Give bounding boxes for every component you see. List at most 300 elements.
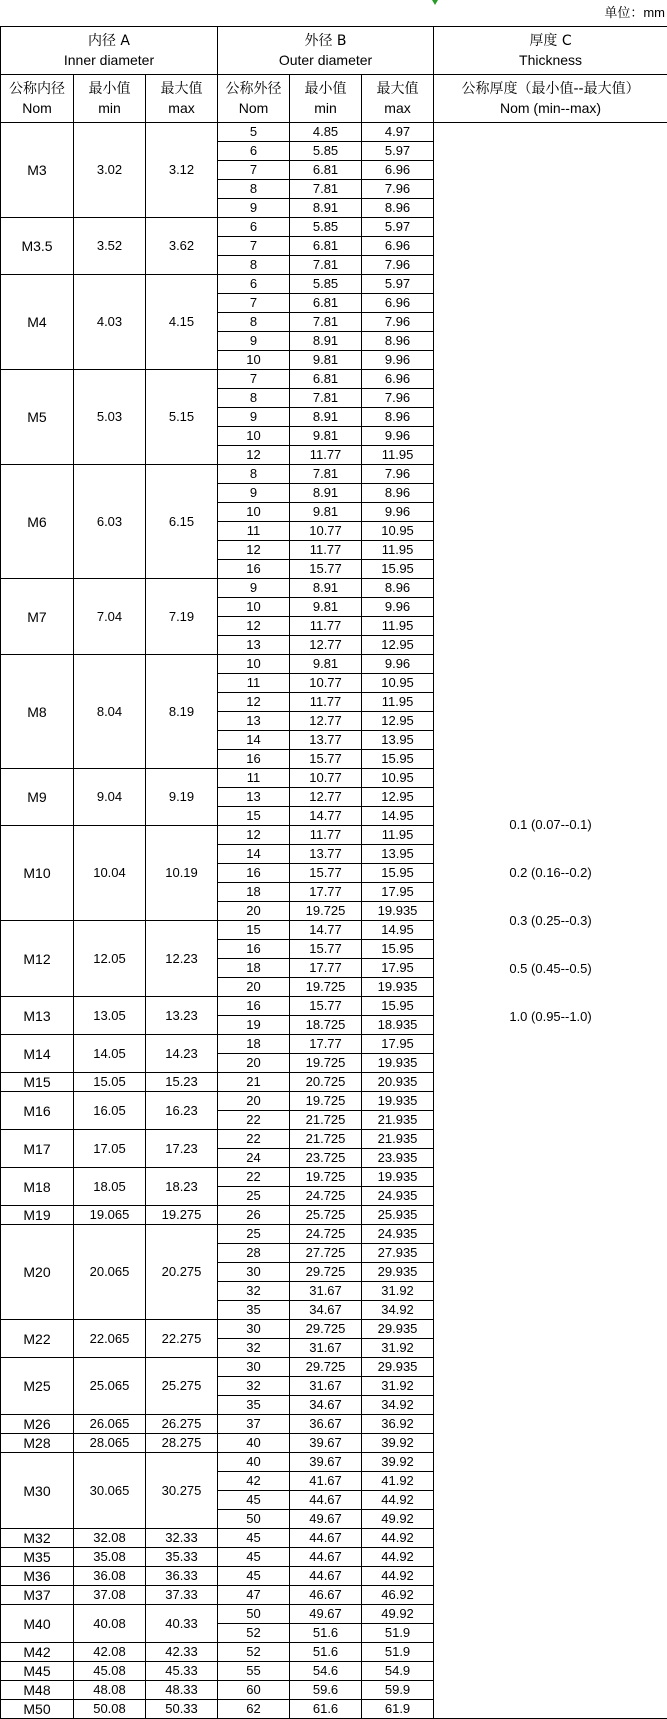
outer-min-cell: 19.725 — [290, 1092, 362, 1111]
outer-nom-cell: 8 — [218, 465, 290, 484]
outer-nom-cell: 10 — [218, 427, 290, 446]
inner-diameter-header — [1, 27, 218, 75]
outer-max-cell: 15.95 — [362, 997, 434, 1016]
thickness-values-cell — [434, 123, 667, 1719]
inner-max-cell: 25.275 — [146, 1358, 218, 1415]
thickness-value: 0.3 (0.25--0.3) — [509, 912, 592, 928]
outer-min-cell: 8.91 — [290, 484, 362, 503]
outer-max-cell: 24.935 — [362, 1225, 434, 1244]
thickness-value: 1.0 (0.95--1.0) — [509, 1008, 592, 1024]
inner-min-cell: 28.065 — [74, 1434, 146, 1453]
outer-min-cell: 9.81 — [290, 351, 362, 370]
outer-max-cell: 13.95 — [362, 731, 434, 750]
outer-max-cell: 7.96 — [362, 465, 434, 484]
outer-max-cell: 12.95 — [362, 712, 434, 731]
outer-max-cell: 4.97 — [362, 123, 434, 142]
outer-max-cell: 18.935 — [362, 1016, 434, 1035]
outer-min-cell: 39.67 — [290, 1453, 362, 1472]
inner-max-cell: 9.19 — [146, 769, 218, 826]
outer-max-cell: 31.92 — [362, 1377, 434, 1396]
inner-min-cell: 37.08 — [74, 1586, 146, 1605]
outer-nom-cell: 42 — [218, 1472, 290, 1491]
outer-max-cell: 19.935 — [362, 1092, 434, 1111]
inner-max-cell: 16.23 — [146, 1092, 218, 1130]
outer-nom-cell: 12 — [218, 826, 290, 845]
outer-max-cell: 17.95 — [362, 959, 434, 978]
outer-min-cell: 31.67 — [290, 1282, 362, 1301]
inner-nom-cell: M10 — [1, 826, 74, 921]
outer-max-cell: 7.96 — [362, 313, 434, 332]
outer-nom-cell: 50 — [218, 1510, 290, 1529]
outer-max-cell: 8.96 — [362, 332, 434, 351]
outer-max-cell: 11.95 — [362, 446, 434, 465]
header-text-zh: 外径 B — [304, 33, 347, 49]
outer-max-cell: 15.95 — [362, 560, 434, 579]
outer-max-cell: 10.95 — [362, 769, 434, 788]
outer-min-cell: 9.81 — [290, 427, 362, 446]
header-text-zh: 最小值 — [88, 81, 131, 97]
outer-nom-cell: 50 — [218, 1605, 290, 1624]
outer-nom-cell: 12 — [218, 617, 290, 636]
unit-label: 单位：mm — [604, 5, 665, 20]
outer-max-cell: 49.92 — [362, 1510, 434, 1529]
outer-max-cell: 21.935 — [362, 1130, 434, 1149]
inner-min-cell: 25.065 — [74, 1358, 146, 1415]
outer-min-cell: 29.725 — [290, 1320, 362, 1339]
outer-nom-cell: 7 — [218, 237, 290, 256]
outer-nom-cell: 18 — [218, 959, 290, 978]
outer-nom-cell: 10 — [218, 655, 290, 674]
outer-max-cell: 7.96 — [362, 389, 434, 408]
outer-nom-cell: 16 — [218, 750, 290, 769]
outer-nom-cell: 32 — [218, 1282, 290, 1301]
inner-min-cell: 35.08 — [74, 1548, 146, 1567]
outer-min-cell: 11.77 — [290, 617, 362, 636]
table-row — [1, 123, 667, 142]
outer-min-cell: 14.77 — [290, 807, 362, 826]
outer-min-cell: 7.81 — [290, 465, 362, 484]
inner-nom-cell: M35 — [1, 1548, 74, 1567]
outer-min-cell: 15.77 — [290, 750, 362, 769]
outer-max-cell: 8.96 — [362, 199, 434, 218]
table-body — [1, 27, 667, 1719]
outer-nom-cell: 37 — [218, 1415, 290, 1434]
outer-max-cell: 10.95 — [362, 674, 434, 693]
outer-min-header — [290, 75, 362, 123]
inner-nom-cell: M17 — [1, 1130, 74, 1168]
thickness-value: 0.1 (0.07--0.1) — [509, 816, 592, 832]
inner-max-cell: 12.23 — [146, 921, 218, 997]
outer-min-cell: 29.725 — [290, 1263, 362, 1282]
outer-min-cell: 7.81 — [290, 313, 362, 332]
inner-max-cell: 50.33 — [146, 1700, 218, 1719]
outer-min-cell: 8.91 — [290, 408, 362, 427]
outer-max-cell: 14.95 — [362, 807, 434, 826]
inner-nom-cell: M26 — [1, 1415, 74, 1434]
outer-max-cell: 19.935 — [362, 978, 434, 997]
outer-nom-cell: 45 — [218, 1491, 290, 1510]
outer-min-cell: 6.81 — [290, 370, 362, 389]
outer-nom-cell: 7 — [218, 370, 290, 389]
outer-nom-cell: 26 — [218, 1206, 290, 1225]
inner-max-header — [146, 75, 218, 123]
inner-min-cell: 12.05 — [74, 921, 146, 997]
outer-nom-cell: 55 — [218, 1662, 290, 1681]
outer-max-cell: 59.9 — [362, 1681, 434, 1700]
outer-min-cell: 11.77 — [290, 541, 362, 560]
outer-min-cell: 9.81 — [290, 598, 362, 617]
inner-max-cell: 13.23 — [146, 997, 218, 1035]
inner-nom-cell: M7 — [1, 579, 74, 655]
outer-nom-cell: 40 — [218, 1434, 290, 1453]
outer-max-cell: 9.96 — [362, 503, 434, 522]
outer-min-cell: 10.77 — [290, 769, 362, 788]
outer-max-header — [362, 75, 434, 123]
inner-max-cell: 32.33 — [146, 1529, 218, 1548]
header-text-en: Nom (min--max) — [499, 100, 602, 116]
outer-min-cell: 24.725 — [290, 1187, 362, 1206]
outer-min-cell: 11.77 — [290, 826, 362, 845]
outer-nom-cell: 28 — [218, 1244, 290, 1263]
outer-nom-cell: 32 — [218, 1377, 290, 1396]
outer-max-cell: 31.92 — [362, 1339, 434, 1358]
inner-max-cell: 5.15 — [146, 370, 218, 465]
outer-nom-cell: 52 — [218, 1624, 290, 1643]
outer-max-cell: 7.96 — [362, 256, 434, 275]
outer-nom-cell: 19 — [218, 1016, 290, 1035]
outer-min-cell: 11.77 — [290, 693, 362, 712]
outer-max-cell: 44.92 — [362, 1548, 434, 1567]
outer-min-cell: 31.67 — [290, 1377, 362, 1396]
outer-nom-cell: 6 — [218, 218, 290, 237]
inner-max-cell: 3.12 — [146, 123, 218, 218]
outer-nom-cell: 12 — [218, 541, 290, 560]
outer-max-cell: 29.935 — [362, 1320, 434, 1339]
outer-min-cell: 20.725 — [290, 1073, 362, 1092]
outer-nom-cell: 40 — [218, 1453, 290, 1472]
outer-nom-cell: 9 — [218, 408, 290, 427]
outer-min-cell: 7.81 — [290, 389, 362, 408]
outer-nom-cell: 22 — [218, 1168, 290, 1187]
outer-max-cell: 17.95 — [362, 883, 434, 902]
outer-max-cell: 15.95 — [362, 864, 434, 883]
inner-min-cell: 13.05 — [74, 997, 146, 1035]
inner-nom-cell: M5 — [1, 370, 74, 465]
outer-nom-cell: 11 — [218, 769, 290, 788]
inner-min-cell: 20.065 — [74, 1225, 146, 1320]
outer-min-cell: 17.77 — [290, 883, 362, 902]
outer-nom-cell: 11 — [218, 522, 290, 541]
outer-max-cell: 11.95 — [362, 541, 434, 560]
inner-max-cell: 26.275 — [146, 1415, 218, 1434]
outer-nom-cell: 6 — [218, 142, 290, 161]
outer-nom-cell: 45 — [218, 1529, 290, 1548]
outer-nom-cell: 52 — [218, 1643, 290, 1662]
outer-min-cell: 19.725 — [290, 902, 362, 921]
inner-min-cell: 18.05 — [74, 1168, 146, 1206]
outer-nom-cell: 14 — [218, 731, 290, 750]
header-text-zh: 公称内径 — [9, 81, 65, 97]
outer-nom-cell: 21 — [218, 1073, 290, 1092]
outer-max-cell: 12.95 — [362, 636, 434, 655]
outer-min-cell: 15.77 — [290, 560, 362, 579]
outer-min-cell: 51.6 — [290, 1624, 362, 1643]
outer-nom-cell: 10 — [218, 503, 290, 522]
outer-nom-cell: 10 — [218, 598, 290, 617]
outer-min-cell: 36.67 — [290, 1415, 362, 1434]
outer-min-cell: 27.725 — [290, 1244, 362, 1263]
outer-min-cell: 49.67 — [290, 1605, 362, 1624]
outer-min-cell: 17.77 — [290, 959, 362, 978]
outer-min-cell: 25.725 — [290, 1206, 362, 1225]
outer-max-cell: 29.935 — [362, 1263, 434, 1282]
outer-min-cell: 10.77 — [290, 522, 362, 541]
thickness-header — [434, 27, 667, 75]
inner-nom-cell: M42 — [1, 1643, 74, 1662]
inner-nom-cell: M50 — [1, 1700, 74, 1719]
outer-min-cell: 44.67 — [290, 1548, 362, 1567]
outer-nom-cell: 20 — [218, 1092, 290, 1111]
inner-min-cell: 40.08 — [74, 1605, 146, 1643]
outer-min-cell: 19.725 — [290, 978, 362, 997]
inner-max-cell: 18.23 — [146, 1168, 218, 1206]
outer-max-cell: 8.96 — [362, 484, 434, 503]
outer-min-cell: 31.67 — [290, 1339, 362, 1358]
header-text-zh: 公称外径 — [225, 81, 282, 97]
outer-nom-cell: 9 — [218, 199, 290, 218]
outer-max-cell: 7.96 — [362, 180, 434, 199]
outer-max-cell: 8.96 — [362, 579, 434, 598]
outer-max-cell: 25.935 — [362, 1206, 434, 1225]
outer-nom-cell: 8 — [218, 256, 290, 275]
outer-min-cell: 6.81 — [290, 161, 362, 180]
inner-nom-cell: M3 — [1, 123, 74, 218]
inner-max-cell: 28.275 — [146, 1434, 218, 1453]
outer-nom-cell: 12 — [218, 693, 290, 712]
outer-max-cell: 11.95 — [362, 617, 434, 636]
outer-diameter-header — [218, 27, 434, 75]
outer-nom-cell: 9 — [218, 579, 290, 598]
outer-min-cell: 5.85 — [290, 275, 362, 294]
inner-max-cell: 37.33 — [146, 1586, 218, 1605]
outer-min-cell: 15.77 — [290, 864, 362, 883]
outer-nom-cell: 62 — [218, 1700, 290, 1719]
outer-nom-cell: 8 — [218, 313, 290, 332]
outer-min-cell: 6.81 — [290, 237, 362, 256]
outer-max-cell: 14.95 — [362, 921, 434, 940]
inner-max-cell: 19.275 — [146, 1206, 218, 1225]
outer-min-cell: 34.67 — [290, 1301, 362, 1320]
outer-max-cell: 46.92 — [362, 1586, 434, 1605]
outer-max-cell: 39.92 — [362, 1453, 434, 1472]
outer-max-cell: 44.92 — [362, 1529, 434, 1548]
outer-min-cell: 12.77 — [290, 712, 362, 731]
outer-nom-cell: 6 — [218, 275, 290, 294]
outer-max-cell: 15.95 — [362, 940, 434, 959]
outer-min-cell: 17.77 — [290, 1035, 362, 1054]
inner-min-cell: 19.065 — [74, 1206, 146, 1225]
header-text-zh: 最大值 — [376, 81, 419, 97]
header-text-zh: 厚度 C — [529, 33, 572, 49]
header-row-group — [1, 27, 667, 75]
inner-max-cell: 20.275 — [146, 1225, 218, 1320]
outer-max-cell: 21.935 — [362, 1111, 434, 1130]
outer-max-cell: 41.92 — [362, 1472, 434, 1491]
outer-max-cell: 31.92 — [362, 1282, 434, 1301]
outer-max-cell: 29.935 — [362, 1358, 434, 1377]
outer-max-cell: 9.96 — [362, 351, 434, 370]
outer-max-cell: 23.935 — [362, 1149, 434, 1168]
outer-nom-cell: 11 — [218, 674, 290, 693]
inner-max-cell: 42.33 — [146, 1643, 218, 1662]
header-row-sub — [1, 75, 667, 123]
outer-min-cell: 59.6 — [290, 1681, 362, 1700]
outer-nom-cell: 32 — [218, 1339, 290, 1358]
header-text-zh: 最大值 — [160, 81, 203, 97]
outer-min-cell: 13.77 — [290, 731, 362, 750]
outer-max-cell: 8.96 — [362, 408, 434, 427]
inner-min-cell: 16.05 — [74, 1092, 146, 1130]
outer-min-cell: 11.77 — [290, 446, 362, 465]
outer-nom-cell: 16 — [218, 997, 290, 1016]
outer-min-cell: 46.67 — [290, 1586, 362, 1605]
inner-nom-cell: M36 — [1, 1567, 74, 1586]
outer-min-cell: 24.725 — [290, 1225, 362, 1244]
outer-nom-cell: 45 — [218, 1567, 290, 1586]
outer-nom-cell: 18 — [218, 883, 290, 902]
outer-nom-cell: 16 — [218, 560, 290, 579]
outer-nom-cell: 7 — [218, 161, 290, 180]
outer-nom-cell: 22 — [218, 1130, 290, 1149]
inner-nom-cell: M13 — [1, 997, 74, 1035]
inner-min-cell: 17.05 — [74, 1130, 146, 1168]
outer-max-cell: 9.96 — [362, 427, 434, 446]
inner-min-cell: 26.065 — [74, 1415, 146, 1434]
outer-max-cell: 6.96 — [362, 294, 434, 313]
inner-max-cell: 8.19 — [146, 655, 218, 769]
outer-min-cell: 54.6 — [290, 1662, 362, 1681]
outer-nom-cell: 7 — [218, 294, 290, 313]
outer-min-cell: 13.77 — [290, 845, 362, 864]
inner-nom-header — [1, 75, 74, 123]
outer-nom-cell: 16 — [218, 864, 290, 883]
thickness-value: 0.5 (0.45--0.5) — [509, 960, 592, 976]
outer-max-cell: 44.92 — [362, 1491, 434, 1510]
outer-max-cell: 34.92 — [362, 1301, 434, 1320]
outer-min-cell: 12.77 — [290, 788, 362, 807]
inner-nom-cell: M3.5 — [1, 218, 74, 275]
outer-max-cell: 54.9 — [362, 1662, 434, 1681]
outer-nom-cell: 25 — [218, 1187, 290, 1206]
header-text-en: min — [314, 100, 337, 116]
outer-max-cell: 6.96 — [362, 161, 434, 180]
header-text-en: Inner diameter — [63, 52, 155, 68]
outer-min-cell: 8.91 — [290, 332, 362, 351]
inner-min-cell: 50.08 — [74, 1700, 146, 1719]
inner-nom-cell: M19 — [1, 1206, 74, 1225]
outer-max-cell: 44.92 — [362, 1567, 434, 1586]
outer-max-cell: 6.96 — [362, 237, 434, 256]
inner-nom-cell: M30 — [1, 1453, 74, 1529]
outer-min-cell: 44.67 — [290, 1529, 362, 1548]
outer-nom-cell: 30 — [218, 1263, 290, 1282]
outer-min-cell: 29.725 — [290, 1358, 362, 1377]
inner-nom-cell: M15 — [1, 1073, 74, 1092]
inner-min-cell: 7.04 — [74, 579, 146, 655]
outer-nom-cell: 20 — [218, 978, 290, 997]
outer-max-cell: 19.935 — [362, 902, 434, 921]
header-text-en: Nom — [22, 100, 52, 116]
outer-min-cell: 19.725 — [290, 1168, 362, 1187]
outer-nom-cell: 47 — [218, 1586, 290, 1605]
outer-nom-cell: 15 — [218, 807, 290, 826]
header-text-en: max — [384, 100, 411, 116]
inner-max-cell: 7.19 — [146, 579, 218, 655]
outer-nom-cell: 10 — [218, 351, 290, 370]
inner-nom-cell: M9 — [1, 769, 74, 826]
outer-nom-cell: 8 — [218, 180, 290, 199]
outer-nom-cell: 24 — [218, 1149, 290, 1168]
outer-min-cell: 7.81 — [290, 180, 362, 199]
outer-max-cell: 11.95 — [362, 693, 434, 712]
outer-min-cell: 19.725 — [290, 1054, 362, 1073]
inner-nom-cell: M40 — [1, 1605, 74, 1643]
header-text-en: min — [98, 100, 121, 116]
outer-nom-cell: 15 — [218, 921, 290, 940]
outer-min-cell: 4.85 — [290, 123, 362, 142]
outer-max-cell: 9.96 — [362, 598, 434, 617]
inner-max-cell: 45.33 — [146, 1662, 218, 1681]
inner-nom-cell: M4 — [1, 275, 74, 370]
inner-nom-cell: M6 — [1, 465, 74, 579]
outer-max-cell: 20.935 — [362, 1073, 434, 1092]
outer-min-cell: 51.6 — [290, 1643, 362, 1662]
outer-max-cell: 61.9 — [362, 1700, 434, 1719]
outer-max-cell: 13.95 — [362, 845, 434, 864]
outer-max-cell: 17.95 — [362, 1035, 434, 1054]
inner-nom-cell: M32 — [1, 1529, 74, 1548]
inner-min-cell: 5.03 — [74, 370, 146, 465]
inner-nom-cell: M18 — [1, 1168, 74, 1206]
outer-max-cell: 49.92 — [362, 1605, 434, 1624]
outer-nom-cell: 22 — [218, 1111, 290, 1130]
inner-min-cell: 15.05 — [74, 1073, 146, 1092]
inner-min-cell: 9.04 — [74, 769, 146, 826]
corner-mark-icon — [432, 0, 438, 5]
outer-max-cell: 15.95 — [362, 750, 434, 769]
outer-nom-cell: 35 — [218, 1301, 290, 1320]
outer-nom-cell: 9 — [218, 484, 290, 503]
inner-nom-cell: M16 — [1, 1092, 74, 1130]
inner-min-cell: 36.08 — [74, 1567, 146, 1586]
outer-max-cell: 10.95 — [362, 522, 434, 541]
outer-max-cell: 5.97 — [362, 142, 434, 161]
outer-nom-cell: 12 — [218, 446, 290, 465]
outer-min-cell: 41.67 — [290, 1472, 362, 1491]
inner-nom-cell: M28 — [1, 1434, 74, 1453]
header-text-zh: 最小值 — [304, 81, 347, 97]
outer-max-cell: 6.96 — [362, 370, 434, 389]
inner-max-cell: 48.33 — [146, 1681, 218, 1700]
inner-min-cell: 3.52 — [74, 218, 146, 275]
outer-min-cell: 8.91 — [290, 579, 362, 598]
outer-min-cell: 44.67 — [290, 1491, 362, 1510]
outer-nom-cell: 5 — [218, 123, 290, 142]
outer-min-cell: 21.725 — [290, 1130, 362, 1149]
inner-min-cell: 42.08 — [74, 1643, 146, 1662]
outer-max-cell: 34.92 — [362, 1396, 434, 1415]
outer-min-cell: 8.91 — [290, 199, 362, 218]
